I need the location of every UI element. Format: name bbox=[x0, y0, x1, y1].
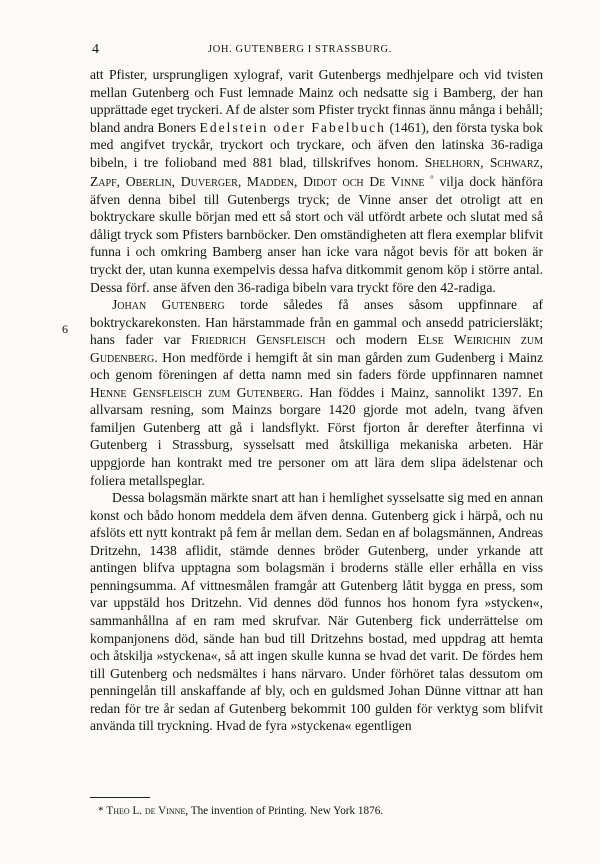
person-name: Johan Gutenberg bbox=[112, 297, 225, 313]
text-run: vilja dock hänföra äfven denna bibel till Gutenbergs tryck; de Vinne anser det otroligt att en boktryckare skulle början med ett så stort och väl utfördt arbete och slutat med så dåligt tryck som Pfisters barnböcker. Den omständigheten att flera exemplar blifvit funna i och omkring Bamberg anser han icke vara något bevis för att boken är tryckt der, utan kunna exempelvis dessa hafva ditkommit genom köp i större antal. Dessa förf. anse äfven den 36-radiga bibeln vara tryckt före den 42-radiga. bbox=[90, 174, 543, 295]
running-head: JOH. GUTENBERG I STRASSBURG. bbox=[208, 44, 392, 55]
text-run: . Hon medförde i hemgift åt sin man gården zum Gudenberg i Mainz och genom föreningen af detta namn med sin faders förde uppfinnaren namnet bbox=[90, 349, 543, 383]
footnote-mark: * bbox=[98, 805, 104, 817]
paragraph-1 bbox=[90, 66, 543, 296]
page-number: 4 bbox=[92, 42, 99, 57]
person-name: Else Weirichin zum Gudenberg bbox=[90, 332, 544, 365]
text-run: (1461), den första tyska bok med angifvet tryckår, tryckort och tryckare, och äfven den latinska 36-radiga bibeln, i tre folioband med 881 blad, tillskrifves honom. bbox=[90, 119, 543, 170]
text-run: torde således få anses såsom uppfinnare af boktryckarekonsten. Han härstammade från en gammal och ansedd patriciersläkt; hans fader var bbox=[90, 297, 544, 348]
margin-number: 6 bbox=[62, 322, 68, 336]
author-names: Shelhorn, Schwarz, Zapf, Oberlin, Duverger, Madden, Didot och De Vinne bbox=[90, 154, 544, 190]
footnote-marker: ° bbox=[430, 174, 434, 185]
paragraph-2 bbox=[90, 296, 543, 489]
body-text bbox=[90, 66, 543, 735]
text-run: och modern bbox=[325, 332, 418, 348]
person-name: Friedrich Gensfleisch bbox=[191, 332, 326, 348]
text-run: att Pfister, ursprungligen xylograf, varit Gutenbergs medhjelpare och vid tvisten mellan Gutenberg och Fust lemnade Mainz och nedsatte sig i Bamberg, der han upprättade eget tryckeri. Af de alster som Pfister tryckt finnas ännu många i behåll; bland andra Boners bbox=[90, 67, 543, 135]
text-run: . Han föddes i Mainz, sannolikt 1397. En allvarsam resning, som Mainzs borgare 1420 gjorde mot adeln, tvang äfven familjen Gutenberg att gå i landsflykt. Först fjorton år derefter återfinna vi Gutenberg i Strassburg, sysselsatt med åtskilliga mekaniska arbeten. Här uppgjorde han kontrakt med tre personer om att lära dem slipa ädelstenar och foliera metallspeglar. bbox=[90, 384, 543, 488]
paragraph-3: Dessa bolagsmän märkte snart att han i hemlighet sysselsatte sig med en annan konst och bådo honom meddela dem äfven denna. Gutenberg gick i härpå, och nu afslöts ett nytt kontrakt på fem år mellan dem. Sedan en af bolagsmännen, Andreas Dritzehn, 1438 aflidit, stämde dennes bröder Gutenberg, under yrkande att antingen blifva upptagna som bolagsmän i broderns ställe eller erhålla en viss penningsumma. Af vittnesmålen framgår att Gutenberg låtit bygga en press, som var uppstäld hos Dritzehn. Vid dennes död funnos hos honom fyra »stycken«, sammanhållna af en ram med skrufvar. När Gutenberg fick underrättelse om kompanjonens död, sände han bud till Dritzehns bostad, med uppdrag att hemta och åtskilja »styckena«, så att ingen skulle kunna se hvad det varit. De fördes hem till Gutenberg och nedsmältes i hans närvaro. Under förhöret talas dessutom om penningelån till anskaffande af bly, och en guldsmed Johan Dünne vittnar att han redan för tre år sedan af Gutenberg bekommit 100 gulden för verktyg som blifvit använda till tryckning. Hvad de fyra »styckena« egentligen bbox=[90, 490, 543, 734]
spaced-title: Edelstein oder Fabelbuch bbox=[199, 119, 386, 135]
footnote-text: , The invention of Printing. New York 1876. bbox=[185, 805, 384, 817]
footnote-rule bbox=[90, 797, 150, 798]
footnote-author: Theo L. de Vinne bbox=[106, 805, 186, 817]
person-name: Henne Gensfleisch zum Gutenberg bbox=[90, 384, 300, 400]
footnote bbox=[98, 804, 538, 818]
